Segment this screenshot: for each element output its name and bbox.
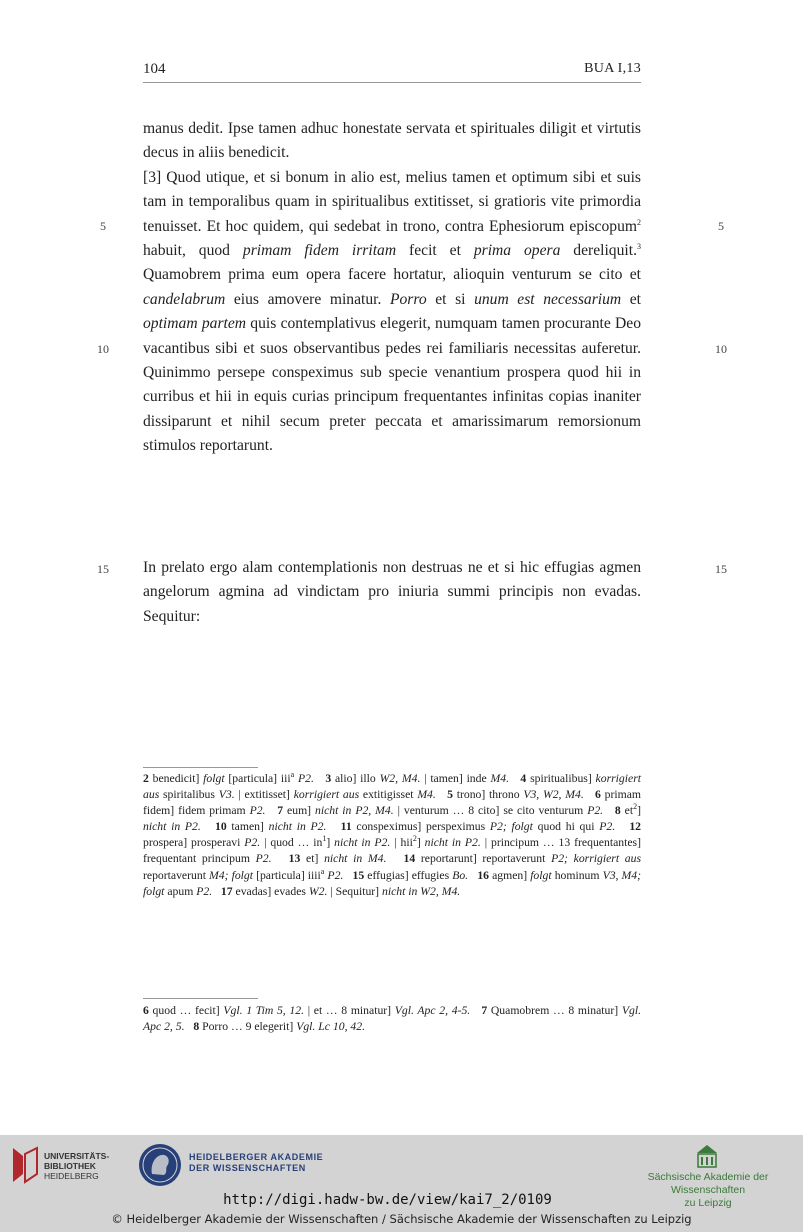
text-run: habuit, quod [143,242,243,260]
note-text: eum] [283,804,315,818]
note-text: | et … 8 minatur] [304,1004,395,1017]
note-italic: V3. [218,788,235,802]
note-italic: V3, W2, M4. [523,788,584,802]
line-ref: 5 [447,788,453,802]
apparatus-separator [143,767,258,768]
saw-building-icon[interactable] [695,1143,719,1169]
note-text: Porro … 9 elegerit] [199,1020,297,1034]
line-ref: 6 [143,1004,149,1017]
note-text: benedicit] [148,772,204,785]
note-italic: korrigiert aus [143,772,641,802]
line-ref: 3 [325,772,332,785]
quotation: prima opera [473,242,561,260]
note-italic: nicht in P2. [334,836,391,850]
line-ref: 8 [614,804,621,818]
note-italic: V3, M4; folgt [143,868,642,898]
note-text: spiritalibus [159,788,219,802]
note-sup: 2 [633,802,638,812]
note-italic: nicht in P2. [143,820,201,834]
note-italic: P2. [255,852,272,866]
note-text: apum [164,884,197,898]
note-italic: W2, M4. [379,772,421,785]
note-sup: a [320,866,325,876]
text-run: dereliquit. [560,242,637,260]
note-italic: folgt [530,868,552,882]
note-italic: M4; folgt [209,868,253,882]
line-number-right: 10 [715,342,727,356]
note-text: agmen] [489,868,531,882]
quotation: primam fidem irritam [242,242,397,260]
note-italic: M4. [417,788,436,802]
note-text: quod hi qui [532,820,600,834]
note-text: | quod … in [260,836,323,850]
note-text: ] [416,836,425,850]
note-italic: W2. [308,884,328,898]
note-italic: Bo. [452,868,469,882]
note-italic: nicht in W2, M4. [382,884,461,898]
text-run: quis contemplativus elegerit, numquam tamen procurante Deo vacantibus sibi et suos observantibus pedes rei familiaris necessitas auferetur. Quinimmo persepe conspeximus sub specie venantium prospera quod hii in curribus et hii in equis curias principum frequentantes infinitas copias inaniter dissiparunt et nihil secum preter peccata et amarissimarum remorsionum stimulos reportarunt. [143,315,641,455]
line-number-left: 5 [100,219,106,233]
note-italic: nicht in P2. [268,820,327,834]
note-text: | extitisset] [234,788,294,802]
note-text: hominum [551,868,603,882]
note-sup: 1 [322,834,327,844]
text-run: fecit et [396,242,474,260]
permalink-url[interactable]: http://digi.hadw-bw.de/view/kai7_2/0109 [223,1192,552,1208]
line-ref: 7 [481,1004,488,1017]
note-sup: 2 [412,834,417,844]
note-italic: Vgl. Lc 10, 42. [296,1020,366,1034]
quotation: optimam partem [143,315,247,333]
note-italic: P2. [599,820,616,834]
note-sup: a [290,770,295,780]
line-number-right: 15 [715,562,727,576]
note-italic: P2. [249,804,266,818]
note-text: spiritualibus] [526,772,596,785]
note-italic: Vgl. Apc 2, 4-5. [394,1004,471,1017]
note-italic: nicht in M4. [324,852,387,866]
critical-apparatus [143,771,641,900]
text-run: [3] Quod utique, et si bonum in alio est, melius tamen et optimum sibi et suis tam in temporalibus quam in spiritualibus extitisset, si gratioris vite primordia tenuisset. Et hoc quidem, qui sedebat in trono, contra Ephesiorum episcopum [143,168,641,235]
paragraph: manus dedit. Ipse tamen adhuc honestate servata et spirituales diligit et virtutis decus in aliis benedicit. [143,120,641,162]
paragraph: In prelato ergo alam contemplationis non destruas ne et si hic effugias agmen angelorum agmina ad vindictam pro iniuria summi principis non evadas. Sequitur: [143,559,641,625]
page-header [143,60,641,83]
note-text: prospera] prosperavi [143,836,245,850]
text-run: et [621,290,641,308]
text-run: eius amovere minatur. [225,290,390,308]
note-text: | venturum … 8 cito] se cito venturum [393,804,588,818]
paragraph [143,166,641,459]
ub-line: UNIVERSITÄTS- [44,1151,110,1161]
footer-bar [0,1135,803,1232]
line-ref: 8 [193,1020,200,1034]
note-text: et [620,804,634,818]
note-text: et] [300,852,325,866]
note-italic: P2. [587,804,604,818]
hadw-seal-icon[interactable] [138,1142,182,1188]
note-text: [particula] iiii [253,868,321,882]
note-italic: Vgl. Apc 2, 5. [143,1004,641,1034]
ub-logo-text [44,1151,109,1181]
line-ref: 11 [340,820,352,834]
line-ref: 6 [595,788,601,802]
text-run: et si [426,290,475,308]
footnote-marker: 2 [637,217,641,227]
main-text-block [143,117,641,459]
line-ref: 14 [403,852,416,866]
note-text: alio] illo [331,772,380,785]
note-text: trono] throno [452,788,524,802]
note-text: | principum … 13 frequentantes] frequentant principum [143,836,641,866]
quotation: Porro [389,290,427,308]
note-italic: P2. [196,884,213,898]
page-number: 104 [143,61,166,77]
note-text: reportaverunt [143,868,210,882]
line-ref: 2 [143,772,149,785]
note-italic: folgt [203,772,225,785]
note-text: extitigisset [359,788,418,802]
line-ref: 15 [352,868,365,882]
note-text: ] [326,836,335,850]
saw-line: Sächsische Akademie der Wissenschaften [647,1171,769,1196]
note-italic: P2. [324,868,344,882]
note-italic: nicht in P2. [424,836,481,850]
source-apparatus [143,1003,641,1035]
note-italic: P2; folgt [489,820,533,834]
note-text: | Sequitur] [327,884,382,898]
note-text: evadas] evades [232,884,309,898]
hadw-line: HEIDELBERGER AKADEMIE [189,1152,324,1162]
line-ref: 10 [215,820,227,834]
ub-line: BIBLIOTHEK [44,1161,96,1171]
ub-line: HEIDELBERG [44,1171,99,1181]
note-italic: Vgl. 1 Tim 5, 12. [223,1004,305,1017]
ub-logo-icon[interactable] [9,1144,41,1186]
quotation: unum est necessarium [474,290,622,308]
line-ref: 17 [220,884,233,898]
note-text: conspeximus] perspeximus [351,820,490,834]
note-text: ] [637,804,642,818]
note-text: | tamen] inde [420,772,491,785]
copyright-notice: © Heidelberger Akademie der Wissenschaften / Sächsische Akademie der Wissenschaften zu Leipzig [111,1212,692,1226]
footnote-marker: 3 [636,241,641,251]
note-text: quod … fecit] [148,1004,224,1017]
note-text: [particula] iii [224,772,291,785]
note-italic: P2; korrigiert aus [551,852,642,866]
note-text: effugias] effugies [364,868,453,882]
note-text: primam fidem] fidem primam [143,788,641,818]
line-ref: 7 [277,804,284,818]
line-number-left: 15 [97,562,109,576]
line-number-left: 10 [97,342,109,356]
saw-line: zu Leipzig [684,1197,732,1209]
line-ref: 4 [520,772,527,785]
hadw-logo-text [189,1152,323,1174]
line-ref: 12 [629,820,642,834]
note-italic: M4. [490,772,510,785]
note-text: tamen] [226,820,269,834]
line-ref: 13 [288,852,301,866]
note-text: | hii [390,836,413,850]
note-text: Quamobrem … 8 minatur] [487,1004,622,1017]
sources-separator [143,998,258,999]
note-italic: korrigiert aus [293,788,360,802]
note-text: reportarunt] reportaverunt [415,852,552,866]
note-italic: P2. [244,836,261,850]
running-title: BUA I,13 [584,61,641,76]
note-italic: nicht in P2, M4. [315,804,394,818]
note-italic: P2. [294,772,314,785]
quotation: candelabrum [143,290,226,308]
hadw-line: DER WISSENSCHAFTEN [189,1163,306,1173]
line-number-right: 5 [718,219,724,233]
main-text-block [143,556,641,629]
line-ref: 16 [477,868,489,882]
text-run: Quamobrem prima eum opera facere hortatur, alioquin venturum se cito et [143,266,641,284]
